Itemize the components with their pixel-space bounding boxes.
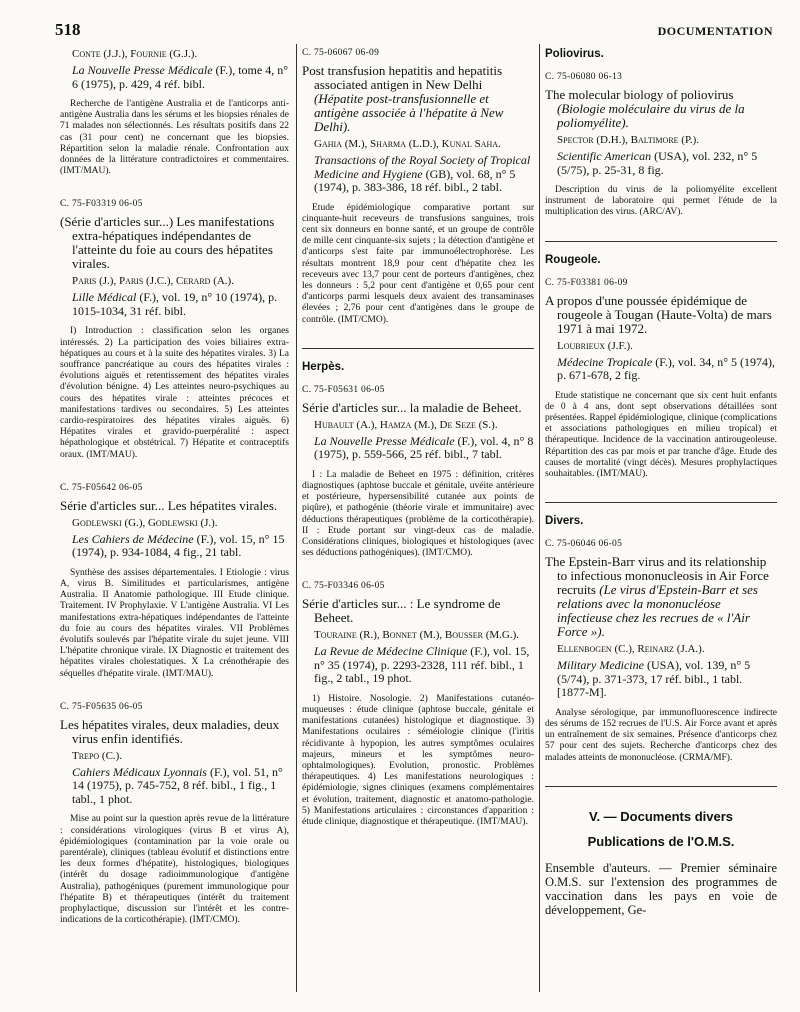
entry-title: Série d'articles sur... Les hépatites virales. [60,497,278,513]
page-header [55,20,773,44]
entry-authors: Conte (J.J.), Fournie (G.J.). [72,48,198,60]
entry-authors: Hubault (A.), Hamza (M.), De Seze (S.). [314,418,498,431]
entry-title-original: Post transfusion hepatitis and hepatitis associated antigen in New Delhi [302,63,503,92]
entry-abstract: Etude épidémiologique comparative portant sur cinquante-huit receveurs de transfusions sanguines, trois cent six donneurs en bonne santé, et un groupe de contrôle de mille cent cinquante-six sujets ; la détection d'antigène et d'anticorps s'est faite par immunoélectrophorèse. Les résultats montrent 18,9 pour cent d'hépatite chez les receveurs avec 13,7 pour cent de porteurs d'antigènes, chez les donneurs : 5,2 pour cent d'antigène et 0,65 pour cent d'anticorps parmi lesquels deux avaient des transaminases élevées ; 2,76 pour cent d'antigènes dans le groupe de contrôle. (IMT/CMO). [302,202,534,325]
entry-code: C. 75-F03346 06-05 [302,581,385,592]
entry-abstract: Mise au point sur la question après revue de la littérature : considérations virologiques (virus B et virus A), épidémiologiques (contamination par la voie orale ou parentérale), cliniques (tableau évolutif et distinctions entre les deux formes d'hépatite), histologiques, biologiques (intérêt du dosage radioimmunologique d'antigène Australia), pathogéniques (purement immunologique pour l'hépatite B) et thérapeutiques (intérêt du traitement prophylactique, discussion sur l'intérêt et les contre-indications de la corticothérapie). (IMT/CMO). [60,814,289,926]
entry-title: Série d'articles sur... : Le syndrome de Beheet. [302,596,501,626]
entry-authors: Loubrieux (J.F.). [557,339,633,352]
entry-source [60,291,289,318]
entry-title [545,88,777,130]
entry-code: C. 75-F03319 06-05 [60,199,143,210]
entry-title-original: The Epstein-Barr virus and its relationship to infectious mononucleosis in Air Force recruits [545,554,769,598]
entry-source [302,645,534,686]
entry-authors: Touraine (R.), Bonnet (M.), Bousser (M.G.). [314,629,519,642]
section-rule [302,348,534,349]
entry-source [302,435,534,462]
entry-citation: (F.), vol. 4, n° 8 (1975), p. 559-566, 25 réf. bibl., 7 tabl. [314,433,534,462]
bibliography-entry [302,48,534,326]
continuation-text: Ensemble d'auteurs. — Premier séminaire O.M.S. sur l'extension des programmes de vaccination dans les pays en voie de développement, Ge- [545,860,777,917]
entry-citation: (F.), vol. 19, n° 10 (1974), p. 1015-1034, 31 réf. bibl. [72,290,278,318]
entry-source [60,533,289,560]
entry-abstract: Analyse sérologique, par immunofluorescence indirecte des sérums de 152 recrues de l'U.S. Air Force avant et après un entraînement de six semaines. Présence d'anticorps chez 57 pour cent des sujets. Recherche d'anticorps chez des malades atteints de mononucléose. (CRMA/MF). [545,707,777,763]
entry-abstract: Synthèse des assises départementales. I Etiologie : virus A, virus B. Similitudes et particularismes, antigène Australia. II Anatomie pathologique. III Etude clinique. Traitement. IV Prophylaxie. V L'antigène Australia. VI Les manifestations extra-hépatiques indépendantes de l'atteinte du foie au cours des hépatites virales. VII Problèmes évolutifs soulevés par l'hépatite virale du sujet jeune. VIII L'hépatite chronique virale. IX Diagnostic et traitement des hépatites virales cholestatiques. X La crénothérapie des séquelles d'hépatite virale. (IMT/MAU). [60,567,289,679]
entry-title-original: The molecular biology of poliovirus [545,87,734,102]
bibliography-entry [302,581,534,828]
entry-title: (Série d'articles sur...) Les manifestations extra-hépatiques indépendantes de l'atteinte du foie au cours des hépatites virales. [60,214,275,272]
entry-authors: Paris (J.), Paris (J.C.), Cerard (A.). [72,275,234,288]
section-heading: Rougeole. [545,253,601,266]
entry-authors: Gahia (M.), Sharma (L.D.), Kunal Saha. [314,138,501,150]
entry-title-translation: (Le virus d'Epstein-Barr et ses relations avec la mononucléose infectieuse chez les recrues de « l'Air Force »). [557,582,758,640]
bibliography-entry [60,199,289,460]
entry-code: C. 75-F03381 06-09 [545,277,628,288]
entry-title-translation: (Biologie moléculaire du virus de la poliomyélite). [557,101,745,130]
bibliography-entry [545,539,777,764]
entry-title: A propos d'une poussée épidémique de rougeole à Tougan (Haute-Volta) de mars 1971 à mai 1972. [545,292,772,336]
entry-title [302,64,534,134]
entry-title-translation: (Hépatite post-transfusionnelle et antigène associée à l'hépatite à New Delhi). [314,91,504,134]
entry-journal: Médecine Tropicale [557,354,653,369]
section-rule [545,786,777,787]
entry-journal: Lille Médical [72,290,137,305]
entry-authors: Ellenbogen (C.), Reinarz (J.A.). [557,643,705,656]
entry-abstract: I) Introduction : classification selon les organes intéressés. 2) La participation des voies biliaires extra-hépatiques au cours et à la suite des hépatites virales. 3) La souffrance pancréatique au cours des hépatites virales : évolutions aiguës et retentissement des hépatites virales d'évolution bénigne. 4) Les atteintes neuro-psychiques au cours des hépatites virale : atteintes précoces et manifestations tardives ou secondaires. 5) Les atteintes cardio-respiratoires des hépatites virales aiguës. 6) Hépatites virales et gravido-puerpéralité : aspect hépathologique et obstétrical. 7) Hépatite et contraceptifs oraux. (IMT/MAU). [60,326,289,460]
entry-abstract: I : La maladie de Beheet en 1975 : définition, critères diagnostiques (aphtose buccale et génitale, uvéite antérieure et postérieure, hypersensibilité cutanée aux points de piqûre), et pathogénie (théorie virale et immunitaire) avec déductions thérapeutiques (problème de la corticothérapie). II : Etude portant sur vingt-deux cas de maladie. Considérations cliniques, biologiques et histologiques (avec ses déductions pathogéniques). (IMT/CMO). [302,469,534,559]
bibliography-entry [60,48,289,177]
running-title: DOCUMENTATION [657,24,773,38]
section-rule [545,502,777,503]
entry-source [545,150,777,177]
entry-journal: La Revue de Médecine Clinique [314,644,468,659]
entry-citation: (GB), vol. 68, n° 5 (1974), p. 383-386, 18 réf. bibl., 2 tabl. [314,166,516,194]
entry-citation: (F.), tome 4, n° 6 (1975), p. 429, 4 réf. bibl. [72,63,289,91]
entry-authors: Godlewski (G.), Godlewski (J.). [72,516,218,529]
page-number: 518 [55,20,81,39]
entry-code: C. 75-F05635 06-05 [60,701,143,712]
entry-code: C. 75-06067 06-09 [302,48,380,58]
entry-journal: Les Cahiers de Médecine [72,531,194,546]
bibliography-entry [302,385,534,560]
entry-journal: Scientific American [557,149,652,163]
entry-source [60,64,289,91]
entry-authors: Spector (D.H.), Baltimore (P.). [557,134,700,146]
section-heading: Herpès. [302,360,345,373]
entry-journal: La Nouvelle Presse Médicale [72,63,213,77]
entry-journal: Military Medicine [557,658,644,673]
entry-abstract: Etude statistique ne concernant que six cent huit enfants de 0 à 4 ans, dont sept observations détaillées sont présentées. Rappel épidémiologique, clinique (complications et associations pathologiques en milieu tropical) et thérapeutique. Incidence de la vaccination antirougeoleuse. Répartition des cas par mois et par tranche d'âge. Etude des causes de mortalité (vingt décès). Mesures prophylactiques souhaitables. (IMT/MAU). [545,390,777,480]
entry-code: C. 75-F05642 06-05 [60,482,143,493]
part-heading: V. — Documents divers [588,808,733,824]
entry-title: Série d'articles sur... la maladie de Beheet. [302,399,522,415]
section-heading: Poliovirus. [545,48,604,60]
entry-abstract: 1) Histoire. Nosologie. 2) Manifestations cutanéo-muqueuses : étude clinique (aphtose buccale, génitale et manifestations cutanées) histologique et diagnostique. 3) Manifestations oculaires : séméiologie clinique (l'iritis récidivante à hypopion, les autres symptômes oculaires majeurs, mineurs et les symptômes neuro-ophtalmologiques). Evolution, pronostic. Problèmes thérapeutiques. 4) Les manifestations neurologiques : épidémiologie, signes cliniques (examens complémentaires et évolution, traitement, diagnostic et anatomo-pathologie. 5) Manifestations articulaires : circonstances d'apparition : étude clinique, diagnostique et thérapeutique. (IMT/MAU). [302,693,534,828]
section-rule [545,241,777,242]
entry-title [545,555,777,639]
column-divider-2 [539,44,540,992]
bibliography-entry [60,702,289,927]
entry-journal: Cahiers Médicaux Lyonnais [72,764,207,779]
entry-citation: (USA), vol. 232, n° 5 (5/75), p. 25-31, 8 fig. [557,149,758,177]
entry-citation: (F.), vol. 15, n° 15 (1974), p. 934-1084, 4 fig., 21 tabl. [72,531,285,560]
entry-source [545,356,777,383]
entry-citation: (F.), vol. 34, n° 5 (1974), p. 671-678, 2 fig. [557,354,776,383]
entry-code: C. 75-F05631 06-05 [302,384,385,395]
entry-code: C. 75-06046 06-05 [545,539,623,550]
entry-source [545,659,777,700]
entry-citation: (F.), vol. 51, n° 14 (1975), p. 745-752, 8 réf. bibl., 1 fig., 1 tabl., 1 phot. [72,764,283,806]
bibliography-entry [545,278,777,481]
bibliography-entry [545,72,777,219]
entry-citation: (F.), vol. 15, n° 35 (1974), p. 2293-2328, 111 réf. bibl., 1 fig., 2 tabl., 19 phot. [314,644,530,686]
column-3 [545,48,777,1012]
bibliography-entry [60,483,289,680]
entry-authors: Trepo (C.). [72,749,123,762]
entry-journal: La Nouvelle Presse Médicale [314,433,455,448]
entry-code: C. 75-06080 06-13 [545,72,623,82]
sub-heading: Publications de l'O.M.S. [587,833,735,849]
entry-journal: Transactions of the Royal Society of Tropical Medicine and Hygiene [314,153,531,181]
column-divider-1 [296,44,297,992]
section-heading: Divers. [545,515,584,528]
column-1 [60,48,289,1012]
entry-citation: (USA), vol. 139, n° 5 (5/74), p. 371-373, 17 réf. bibl., 1 tabl. [1877-M]. [557,658,751,700]
entry-abstract: Recherche de l'antigène Australia et de l'anticorps anti-antigène Australia dans les sérums et les biopsies rénales de 71 malades non sélectionnés. Les résultats positifs dans 22 cas (31 pour cent) ne concernant que les biopsies. Répartition selon la maladie rénale. Confrontation aux données de la littérature contradictoires et commentaires. (IMT/MAU). [60,99,289,177]
column-2 [302,48,534,1012]
entry-source [60,766,289,807]
entry-source [302,154,534,195]
entry-title: Les hépatites virales, deux maladies, deux virus enfin identifiés. [60,716,280,746]
entry-abstract: Description du virus de la poliomyélite excellent instrument de laboratoire qui permet l'étude de la multiplication des virus. (ARC/AV). [545,185,777,218]
